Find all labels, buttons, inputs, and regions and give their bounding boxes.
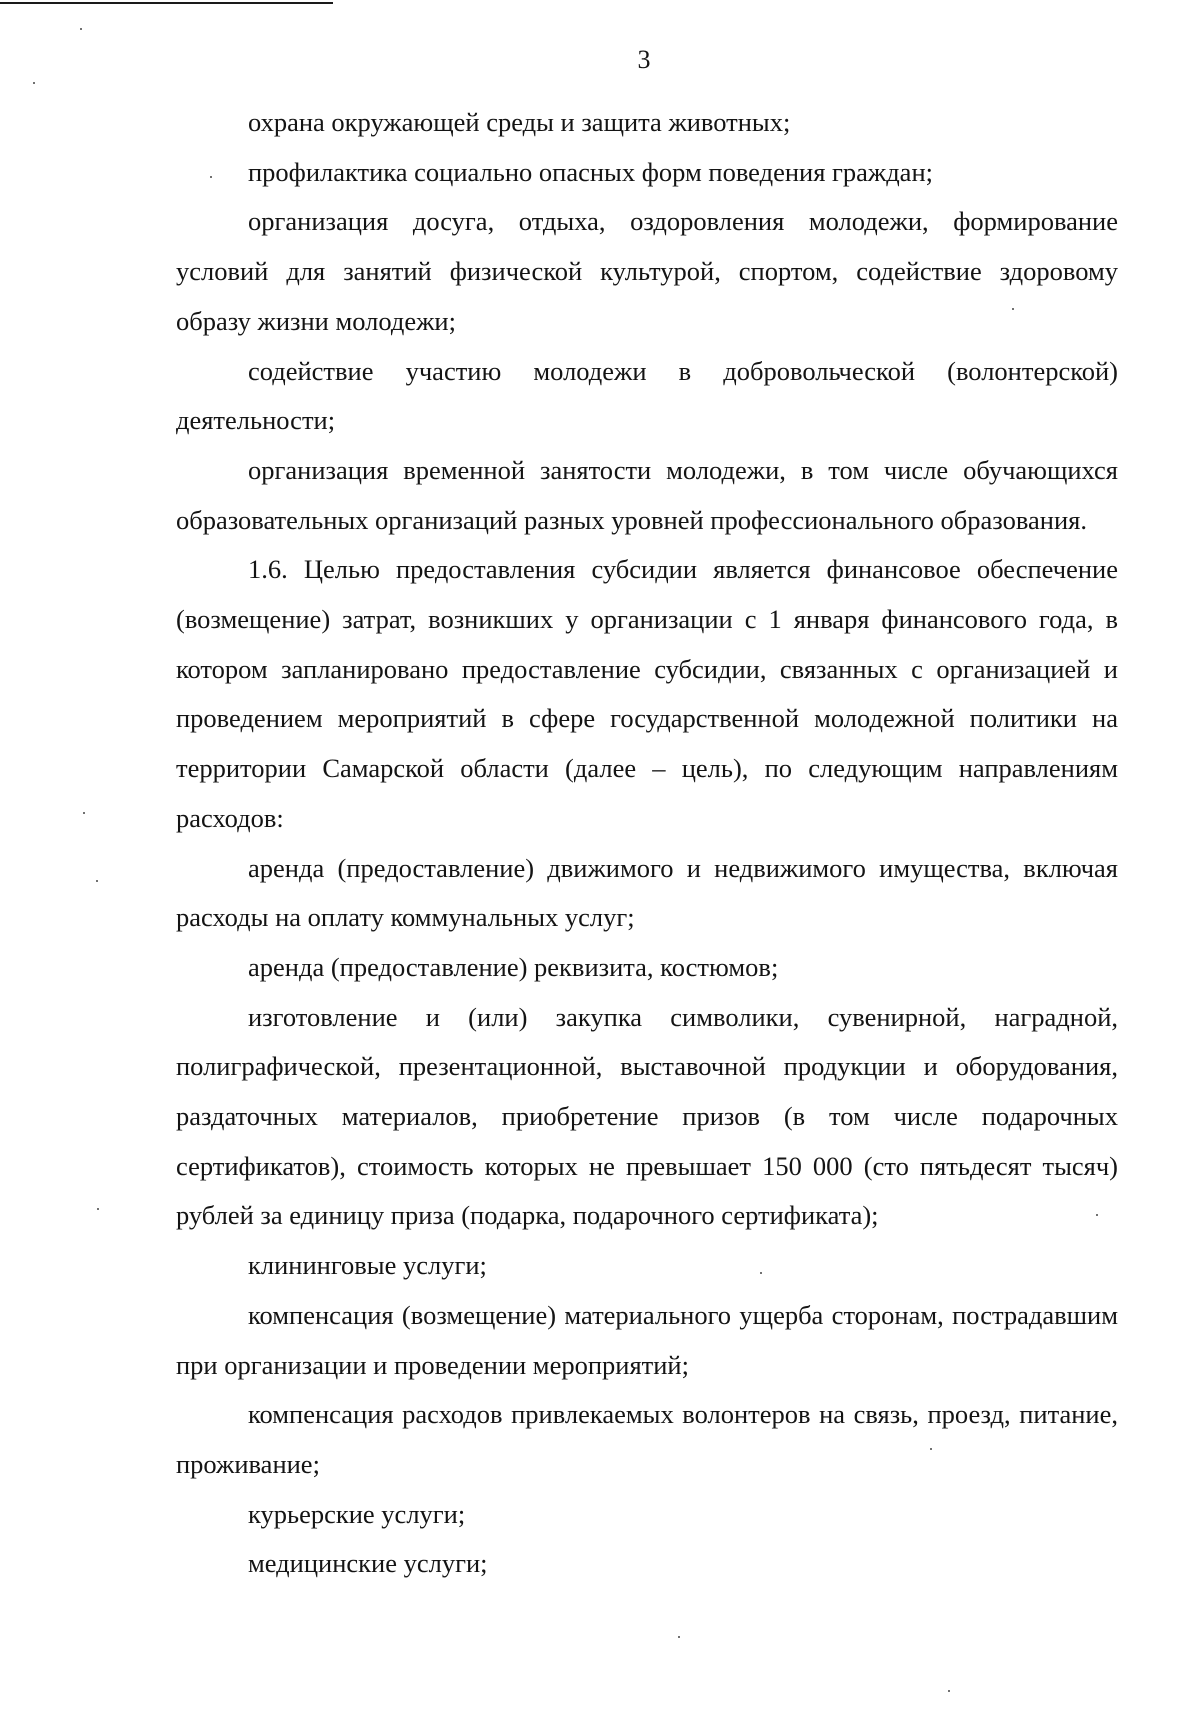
scan-speck xyxy=(948,1690,950,1692)
paragraph-volunteer-expenses: компенсация расходов привлекаемых волонтеров на связь, проезд, питание, проживание; xyxy=(176,1399,1118,1479)
scan-speck xyxy=(96,880,98,882)
scan-speck xyxy=(678,1636,680,1638)
scan-speck xyxy=(1096,1214,1098,1216)
paragraph-cleaning: клининговые услуги; xyxy=(248,1250,487,1281)
scan-speck xyxy=(83,812,85,814)
scan-speck xyxy=(97,1208,99,1210)
scan-speck xyxy=(760,1272,762,1274)
scan-speck xyxy=(210,176,212,178)
scan-speck xyxy=(33,82,35,84)
scan-speck xyxy=(80,28,82,30)
paragraph-damage-compensation: компенсация (возмещение) материального ущерба сторонам, пострадавшим при организации и проведении мероприятий; xyxy=(176,1299,1118,1380)
paragraph-rent-props: аренда (предоставление) реквизита, костюмов; xyxy=(248,951,779,982)
scan-speck xyxy=(930,1448,932,1450)
paragraph-leisure: организация досуга, отдыха, оздоровления молодежи, формирование условий для занятий физической культурой, спортом, содействие здоровому образу жизни молодежи; xyxy=(176,206,1118,336)
paragraph-medical: медицинские услуги; xyxy=(248,1548,488,1579)
scan-edge-line xyxy=(0,2,333,4)
scan-speck xyxy=(1012,308,1014,310)
page-number: 3 xyxy=(637,45,651,74)
paragraph-environment: охрана окружающей среды и защита животных; xyxy=(248,107,791,137)
paragraph-courier: курьерские услуги; xyxy=(248,1498,466,1529)
paragraph-rent-property: аренда (предоставление) движимого и недвижимого имущества, включая расходы на оплату коммунальных услуг; xyxy=(176,852,1118,933)
paragraph-section-1-6: 1.6. Целью предоставления субсидии является финансовое обеспечение (возмещение) затрат, возникших у организации с 1 января финансового года, в котором запланировано предоставление субсидии, связанных с организацией и проведением мероприятий в сфере государственной молодежной политики на территории Самарской области (далее – цель), по следующим направлениям расходов: xyxy=(176,554,1118,833)
paragraph-prevention: профилактика социально опасных форм поведения граждан; xyxy=(248,156,933,187)
document-body xyxy=(176,98,1118,1589)
paragraph-employment: организация временной занятости молодежи, в том числе обучающихся образовательных организаций разных уровней профессионального образования. xyxy=(176,454,1118,535)
paragraph-volunteering: содействие участию молодежи в добровольческой (волонтерской) деятельности; xyxy=(176,355,1118,436)
paragraph-symbolics: изготовление и (или) закупка символики, сувенирной, наградной, полиграфической, презентационной, выставочной продукции и оборудования, раздаточных материалов, приобретение призов (в том числе подарочных сертификатов), стоимость которых не превышает 150 000 (сто пятьдесят тысяч) рублей за единицу приза (подарка, подарочного сертификата); xyxy=(176,1001,1118,1231)
